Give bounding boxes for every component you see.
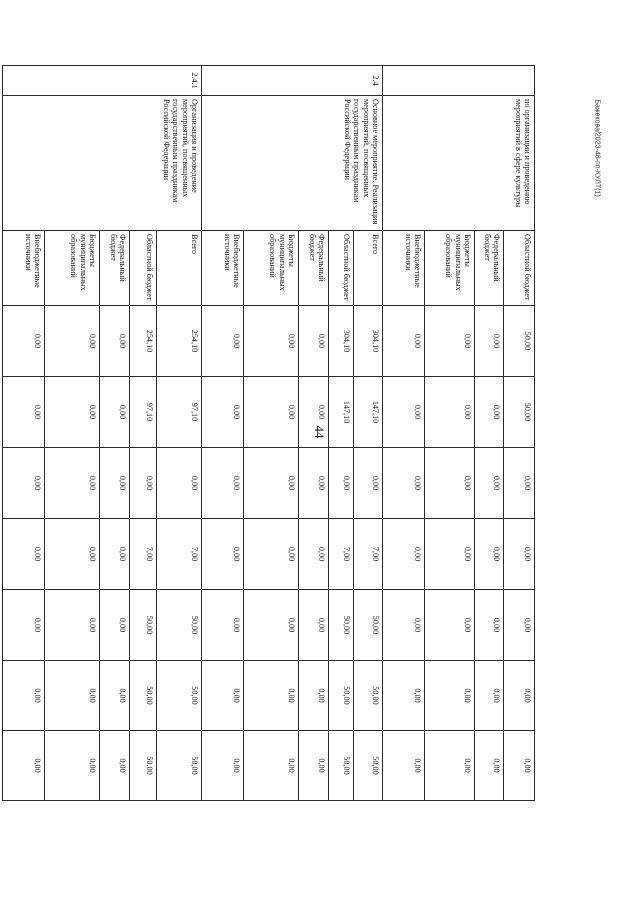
- measure-code: 2.4.1: [3, 66, 202, 96]
- funding-value: 0,00: [383, 377, 425, 448]
- funding-source: Внебюджетные источники: [383, 231, 425, 306]
- funding-value: 0,00: [475, 519, 504, 590]
- funding-value: 7,00: [157, 519, 202, 590]
- funding-value: 0,00: [202, 306, 244, 377]
- funding-value: 0,00: [3, 377, 45, 448]
- funding-source: Внебюджетные источники: [202, 231, 244, 306]
- funding-source: Всего: [354, 231, 383, 306]
- funding-value: 0,00: [299, 590, 329, 661]
- table-row: [504, 66, 535, 801]
- funding-source: Всего: [157, 231, 202, 306]
- funding-source: Федеральный бюджет: [100, 231, 130, 306]
- funding-value: 0,00: [3, 519, 45, 590]
- funding-value: 0,00: [504, 731, 535, 801]
- funding-value: 50,00: [504, 306, 535, 377]
- funding-value: 0,00: [45, 731, 100, 801]
- measure-name: Основное мероприятие. Реализация мероприятий, посвященных государственным праздникам Российской Федерации: [202, 96, 383, 231]
- funding-value: 0,00: [100, 661, 130, 731]
- funding-value: 0,00: [244, 377, 299, 448]
- funding-value: 304,10: [329, 306, 354, 377]
- funding-value: 7,00: [329, 519, 354, 590]
- funding-value: 0,00: [202, 731, 244, 801]
- funding-value: 0,00: [299, 731, 329, 801]
- funding-value: 0,00: [383, 731, 425, 801]
- funding-value: 0,00: [3, 731, 45, 801]
- funding-value: 50,00: [354, 731, 383, 801]
- funding-value: 0,00: [244, 306, 299, 377]
- funding-value: 0,00: [45, 590, 100, 661]
- funding-value: 0,00: [100, 731, 130, 801]
- funding-value: 0,00: [504, 661, 535, 731]
- funding-value: 0,00: [504, 590, 535, 661]
- funding-value: 50,00: [354, 661, 383, 731]
- funding-value: 0,00: [45, 448, 100, 519]
- funding-source: Областной бюджет: [329, 231, 354, 306]
- table-row: [354, 66, 383, 801]
- funding-value: 0,00: [244, 519, 299, 590]
- funding-value: 0,00: [425, 306, 475, 377]
- funding-value: 50,00: [130, 731, 157, 801]
- funding-value: 50,00: [504, 377, 535, 448]
- funding-value: 0,00: [3, 661, 45, 731]
- funding-value: 0,00: [100, 519, 130, 590]
- funding-value: 0,00: [475, 731, 504, 801]
- funding-value: 147,10: [354, 377, 383, 448]
- funding-source: Областной бюджет: [504, 231, 535, 306]
- funding-value: 0,00: [202, 377, 244, 448]
- budget-table-container: [23, 65, 535, 800]
- funding-value: 0,00: [475, 306, 504, 377]
- funding-value: 0,00: [157, 448, 202, 519]
- funding-value: 50,00: [157, 590, 202, 661]
- funding-value: 254,10: [157, 306, 202, 377]
- measure-name: Организация и проведение мероприятий, посвященных государственным праздникам Российской Федерации: [3, 96, 202, 231]
- funding-value: 97,10: [130, 377, 157, 448]
- funding-value: 0,00: [329, 448, 354, 519]
- funding-value: 0,00: [299, 519, 329, 590]
- funding-value: 0,00: [202, 590, 244, 661]
- funding-value: 0,00: [100, 377, 130, 448]
- funding-value: 0,00: [100, 306, 130, 377]
- funding-value: 0,00: [244, 731, 299, 801]
- funding-value: 254,10: [130, 306, 157, 377]
- table-row: [157, 66, 202, 801]
- funding-value: 0,00: [202, 448, 244, 519]
- funding-value: 0,00: [100, 448, 130, 519]
- funding-value: 0,00: [130, 448, 157, 519]
- funding-value: 0,00: [299, 306, 329, 377]
- funding-value: 0,00: [383, 448, 425, 519]
- funding-value: 0,00: [244, 448, 299, 519]
- funding-source: Бюджеты муниципальных образований: [244, 231, 299, 306]
- funding-value: 0,00: [45, 661, 100, 731]
- measure-name: по организации и проведению мероприятий в сфере культуры: [383, 96, 535, 231]
- funding-value: 0,00: [425, 731, 475, 801]
- budget-table: [2, 65, 535, 801]
- budget-table-body: [3, 66, 535, 801]
- funding-value: 50,00: [354, 590, 383, 661]
- funding-value: 50,00: [329, 661, 354, 731]
- funding-value: 0,00: [299, 377, 329, 448]
- funding-value: 0,00: [354, 448, 383, 519]
- funding-source: Бюджеты муниципальных образований: [425, 231, 475, 306]
- funding-value: 50,00: [130, 661, 157, 731]
- funding-value: 0,00: [383, 661, 425, 731]
- funding-value: 0,00: [3, 306, 45, 377]
- funding-value: 0,00: [202, 661, 244, 731]
- funding-value: 0,00: [425, 448, 475, 519]
- measure-code: 2.4: [202, 66, 383, 96]
- funding-value: 0,00: [383, 519, 425, 590]
- funding-value: 0,00: [299, 661, 329, 731]
- funding-value: 0,00: [202, 519, 244, 590]
- funding-value: 0,00: [100, 590, 130, 661]
- funding-source: Федеральный бюджет: [475, 231, 504, 306]
- funding-value: 0,00: [3, 590, 45, 661]
- funding-value: 97,10: [157, 377, 202, 448]
- funding-source: Внебюджетные источники: [3, 231, 45, 306]
- funding-value: 0,00: [425, 377, 475, 448]
- funding-value: 0,00: [475, 590, 504, 661]
- funding-source: Областной бюджет: [130, 231, 157, 306]
- document-stamp: Бажекова/2023-48-пп-КУЛТ(1): [593, 99, 601, 197]
- funding-value: 0,00: [299, 448, 329, 519]
- funding-value: 0,00: [425, 590, 475, 661]
- funding-value: 304,10: [354, 306, 383, 377]
- funding-value: 147,10: [329, 377, 354, 448]
- funding-value: 0,00: [45, 519, 100, 590]
- funding-value: 0,00: [45, 377, 100, 448]
- funding-value: 0,00: [475, 377, 504, 448]
- funding-value: 0,00: [244, 590, 299, 661]
- funding-value: 0,00: [475, 661, 504, 731]
- measure-code: [383, 66, 535, 96]
- funding-value: 0,00: [425, 519, 475, 590]
- funding-value: 0,00: [45, 306, 100, 377]
- funding-value: 0,00: [383, 590, 425, 661]
- funding-source: Федеральный бюджет: [299, 231, 329, 306]
- funding-value: 0,00: [244, 661, 299, 731]
- funding-value: 0,00: [504, 519, 535, 590]
- funding-value: 0,00: [475, 448, 504, 519]
- page-number: 44: [312, 425, 327, 439]
- funding-source: Бюджеты муниципальных образований: [45, 231, 100, 306]
- funding-value: 0,00: [383, 306, 425, 377]
- funding-value: 50,00: [157, 731, 202, 801]
- funding-value: 50,00: [157, 661, 202, 731]
- funding-value: 50,00: [329, 590, 354, 661]
- funding-value: 50,00: [329, 731, 354, 801]
- funding-value: 0,00: [425, 661, 475, 731]
- funding-value: 7,00: [130, 519, 157, 590]
- funding-value: 0,00: [3, 448, 45, 519]
- funding-value: 50,00: [130, 590, 157, 661]
- funding-value: 7,00: [354, 519, 383, 590]
- funding-value: 0,00: [504, 448, 535, 519]
